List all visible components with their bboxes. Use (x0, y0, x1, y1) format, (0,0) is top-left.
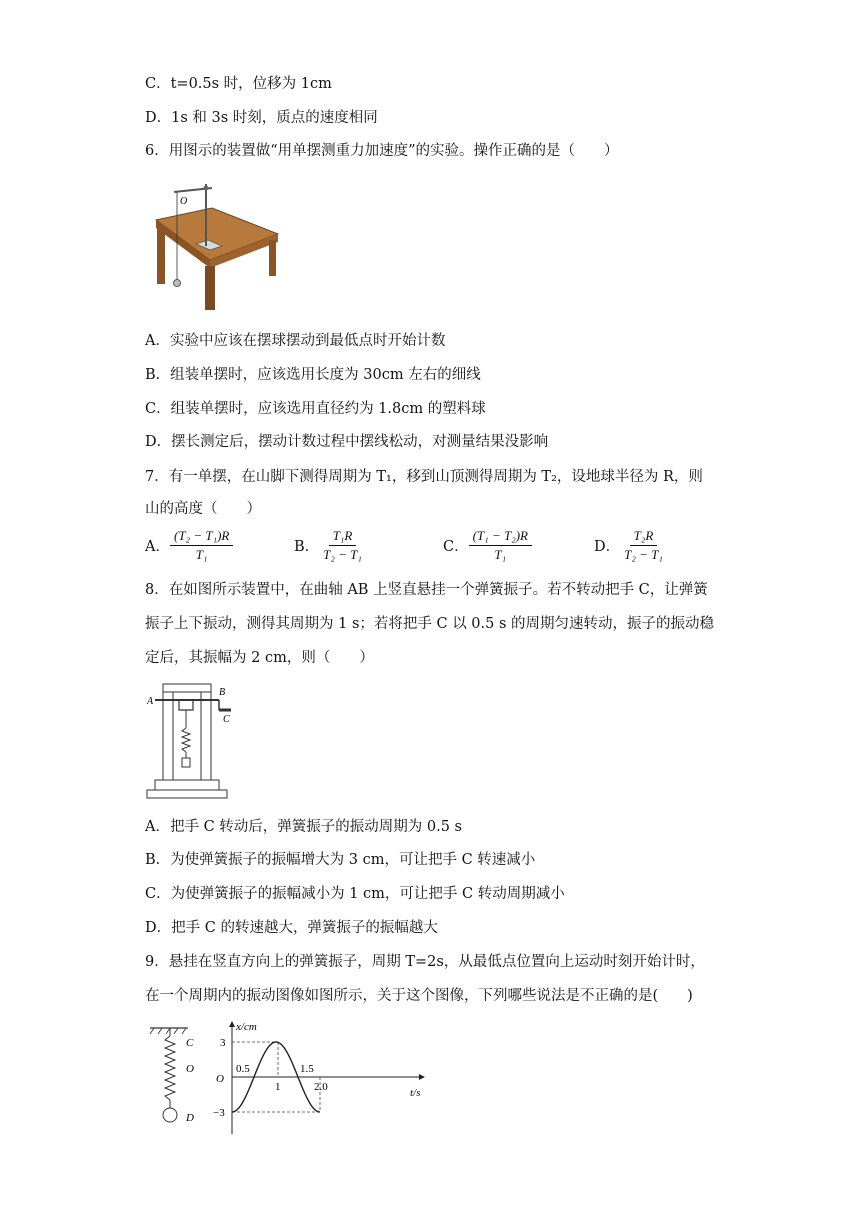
q9-stem-line1: 9．悬挂在竖直方向上的弹簧振子，周期 T=2s，从最低点位置向上运动时刻开始计时， (145, 954, 705, 970)
crank-spring-apparatus-figure (145, 680, 245, 805)
vertical-spring-figure (148, 1022, 210, 1130)
x-tick-1: 1 (275, 1081, 281, 1093)
y-axis-label: x/cm (236, 1021, 257, 1033)
q6-option-d: D．摆长测定后，摆动计数过程中摆线松动，对测量结果没影响 (145, 434, 549, 450)
origin-label: O (216, 1073, 224, 1085)
q7-d-numerator: T₂R (630, 528, 658, 546)
q6-option-c: C．组装单摆时，应该选用直径约为 1.8cm 的塑料球 (145, 401, 486, 417)
x-tick-2-0: 2.0 (314, 1081, 328, 1093)
q6-stem: 6．用图示的装置做“用单摆测重力加速度”的实验。操作正确的是（ ） (145, 143, 619, 159)
x-tick-0-5: 0.5 (236, 1063, 250, 1075)
q8-option-b: B．为使弹簧振子的振幅增大为 3 cm，可让把手 C 转速减小 (145, 852, 536, 868)
q7-option-c: C． $\frac{\text{(T₁ − T₂)R}}{\text{T₁}}$ (443, 528, 532, 563)
q9-stem-line2: 在一个周期内的振动图像如图所示，关于这个图像，下列哪些说法是不正确的是( ) (145, 988, 693, 1004)
q7-a-numerator: (T₂ − T₁)R (170, 528, 233, 546)
q7-c-denominator: T₁ (494, 547, 507, 562)
handle-label-c: C (223, 714, 230, 725)
q7-option-b: B． $\frac{\text{T₁R}}{\text{T₂ − T₁}}$ (294, 528, 366, 563)
q5-option-c: C．t=0.5s 时，位移为 1cm (145, 76, 332, 92)
pendulum-pivot-label: O (180, 196, 188, 207)
position-label-d: D (186, 1112, 194, 1124)
q8-stem-line2: 振子上下振动，测得其周期为 1 s；若将把手 C 以 0.5 s 的周期匀速转动，振子的振动稳 (145, 616, 715, 632)
q7-d-denominator: T₂ − T₁ (624, 547, 663, 562)
q7-b-numerator: T₁R (329, 528, 357, 546)
position-label-o: O (186, 1063, 194, 1075)
q7-b-denominator: T₂ − T₁ (323, 547, 362, 562)
crank-label-b: B (219, 687, 226, 698)
q7-stem-line2: 山的高度（ ） (145, 501, 261, 517)
q5-option-d: D．1s 和 3s 时刻，质点的速度相同 (145, 110, 378, 126)
y-tick-3: 3 (220, 1037, 226, 1049)
q7-option-d: D． $\frac{\text{T₂R}}{\text{T₂ − T₁}}$ (594, 528, 667, 563)
q7-option-a: A． $\frac{\text{(T₂ − T₁)R}}{\text{T₁}}$ (145, 528, 233, 563)
q8-option-c: C．为使弹簧振子的振幅减小为 1 cm，可让把手 C 转动周期减小 (145, 886, 565, 902)
q6-option-b: B．组装单摆时，应该选用长度为 30cm 左右的细线 (145, 367, 481, 383)
pendulum-apparatus-figure (150, 178, 285, 313)
crank-label-a: A (147, 696, 154, 707)
q8-stem-line3: 定后，其振幅为 2 cm，则（ ） (145, 650, 374, 666)
position-label-c: C (186, 1037, 194, 1049)
q6-option-a: A．实验中应该在摆球摆动到最低点时开始计数 (145, 333, 446, 349)
y-tick-neg3: −3 (213, 1107, 225, 1119)
q7-a-denominator: T₁ (195, 547, 208, 562)
x-axis-label: t/s (410, 1087, 421, 1099)
q8-option-a: A．把手 C 转动后，弹簧振子的振动周期为 0.5 s (145, 819, 463, 835)
q8-stem-line1: 8．在如图所示装置中，在曲轴 AB 上竖直悬挂一个弹簧振子。若不转动把手 C，让弹簧 (145, 582, 708, 598)
q7-c-numerator: (T₁ − T₂)R (469, 528, 532, 546)
vibration-graph (212, 1018, 432, 1138)
q8-option-d: D．把手 C 的转速越大，弹簧振子的振幅越大 (145, 920, 438, 936)
x-tick-1-5: 1.5 (300, 1063, 314, 1075)
q7-stem-line1: 7．有一单摆，在山脚下测得周期为 T₁，移到山顶测得周期为 T₂，设地球半径为 R，则 (145, 469, 703, 485)
